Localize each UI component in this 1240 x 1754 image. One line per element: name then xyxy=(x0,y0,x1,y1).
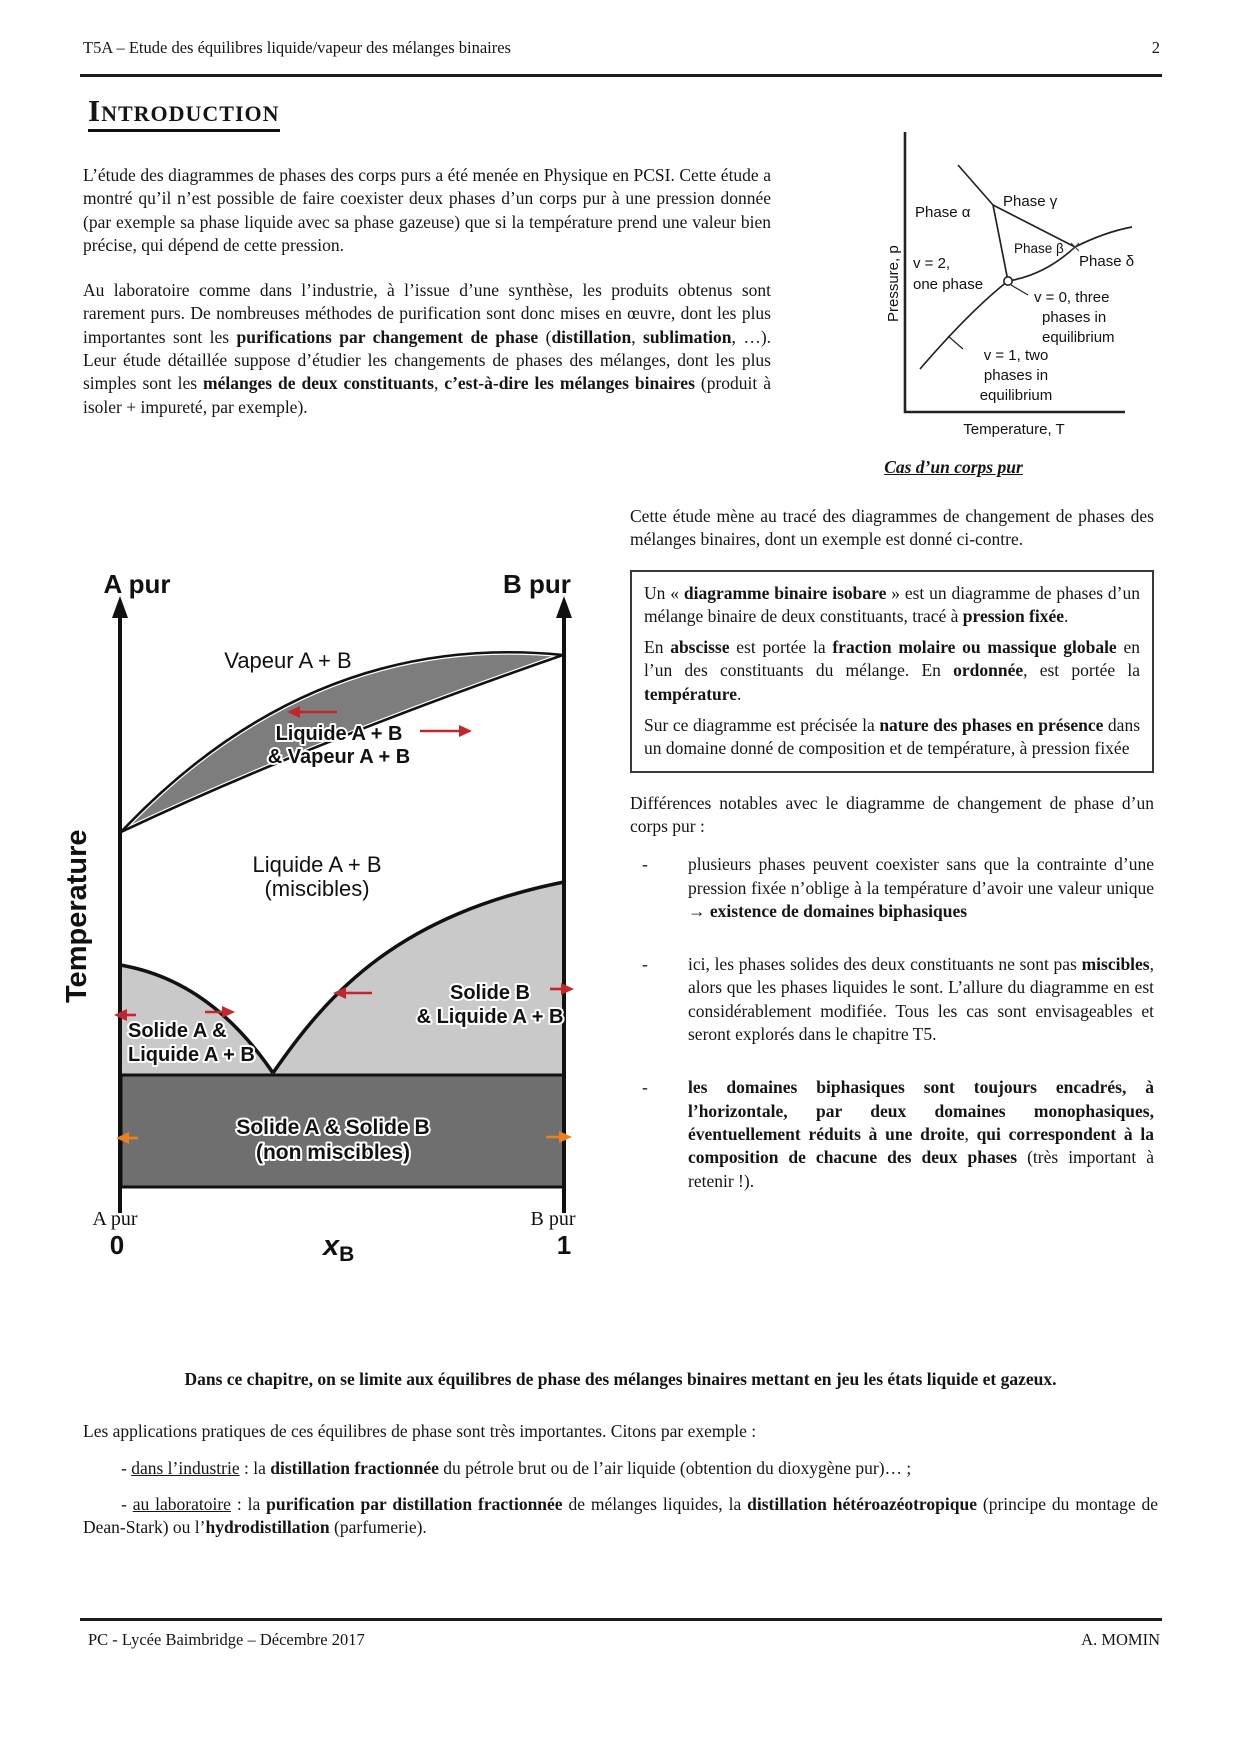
page-number: 2 xyxy=(1151,38,1160,57)
bottom-section xyxy=(83,1368,1158,1539)
junction-cross-mark xyxy=(1071,243,1079,251)
lens-region-label-line1: Liquide A + B xyxy=(275,723,403,745)
list-item xyxy=(630,953,1154,1046)
b-pur-top-label: B pur xyxy=(503,569,571,599)
definition-box-paragraph-3: Sur ce diagramme est précisée la nature des phases en présence dans un domaine donné de composition et de température, à pression fixée xyxy=(644,715,1141,759)
phase-gamma-label: Phase γ xyxy=(1003,193,1058,210)
page-footer xyxy=(88,1630,1160,1650)
boundary-alpha-beta xyxy=(993,205,1008,281)
chapter-scope-statement: Dans ce chapitre, on se limite aux équilibres de phase des mélanges binaires mettant en jeu les états liquide et gazeux. xyxy=(184,1369,1057,1389)
x-axis-zero-label: 0 xyxy=(109,1230,125,1260)
v1-label-line3: equilibrium xyxy=(979,387,1053,404)
solide-ab-region-label-line2: (non miscibles) xyxy=(255,1141,411,1164)
bullet-dash: - xyxy=(642,954,648,975)
differences-intro: Différences notables avec le diagramme de changement de phase d’un corps pur : xyxy=(630,792,1154,836)
binary-diagram xyxy=(60,490,590,1280)
bullet-text: plusieurs phases peuvent coexister sans que la contrainte d’une pression fixée n’oblige à la température d’avoir une valeur unique → existence de domaines biphasiques xyxy=(688,854,1154,921)
header-title: T5A – Etude des équilibres liquide/vapeur des mélanges binaires xyxy=(83,38,511,57)
right-axis-arrowhead xyxy=(556,596,572,618)
xb-label-x: x xyxy=(323,1230,340,1262)
v1-pointer-line xyxy=(948,336,963,349)
right-column xyxy=(630,505,1154,1223)
triple-point-marker xyxy=(1004,277,1012,285)
corps-pur-figure xyxy=(820,106,1142,478)
v1-label-line2: phases in xyxy=(983,367,1049,384)
footer-left: PC - Lycée Baimbridge – Décembre 2017 xyxy=(88,1630,365,1649)
bullet-dash: - xyxy=(642,854,648,875)
definition-box-paragraph-1: Un « diagramme binaire isobare » est un diagramme de phases d’un mélange binaire de deux constituants, tracé à pression fixée. xyxy=(644,582,1140,626)
intro-text-column xyxy=(83,164,771,441)
footer-rule xyxy=(80,1618,1162,1621)
liquide-region-label-line1: Liquide A + B xyxy=(252,852,382,877)
binary-figure xyxy=(60,490,590,1280)
b-pur-bottom-label: B pur xyxy=(530,1208,576,1230)
phase-delta-label: Phase δ xyxy=(1079,253,1135,270)
v0-label-line2: phases in xyxy=(1042,309,1107,326)
phase-alpha-label: Phase α xyxy=(915,204,971,221)
bullet-dash: - xyxy=(642,1077,648,1098)
definition-box-paragraph-2: En abscisse est portée la fraction molaire ou massique globale en l’un des constituants du mélange. En ordonnée, est portée la température. xyxy=(644,637,1140,704)
corps-pur-diagram xyxy=(820,106,1142,446)
application-item-laboratory: - au laboratoire : la purification par distillation fractionnée de mélanges liquides, la distillation hétéroazéotropique (principe du montage de Dean-Stark) ou l’hydrodistillation (parfumerie). xyxy=(83,1493,1159,1538)
differences-list xyxy=(630,853,1154,1193)
a-pur-top-label: A pur xyxy=(103,569,171,599)
boundary-alpha-gamma xyxy=(958,165,993,205)
definition-box xyxy=(630,570,1154,773)
list-item xyxy=(630,1076,1154,1192)
solide-b-region-label-line1: Solide B xyxy=(449,982,531,1004)
figure-caption: Cas d’un corps pur xyxy=(884,457,1023,477)
solide-b-region-label-line2: & Liquide A + B xyxy=(416,1006,564,1028)
v2-label-line2: one phase xyxy=(913,276,984,293)
pressure-axis-label: Pressure, p xyxy=(885,245,902,322)
header-rule xyxy=(80,74,1162,77)
application-item-industry: - dans l’industrie : la distillation fractionnée du pétrole brut ou de l’air liquide (obtention du dioxygène pur)… ; xyxy=(121,1457,912,1478)
boundary-delta-upper xyxy=(1075,227,1132,247)
v2-label-line1: v = 2, xyxy=(913,255,951,272)
a-pur-bottom-label: A pur xyxy=(92,1208,138,1230)
v0-pointer-line xyxy=(1011,285,1028,295)
solide-b-region xyxy=(273,882,564,1075)
intro-paragraph-1: L’étude des diagrammes de phases des corps purs a été menée en Physique en PCSI. Cette étude a montré qu’il n’est possible de faire coexister deux phases d’un corps pur à une pression donnée (par exemple sa phase liquide avec sa phase gazeuse) que si la température prend une valeur bien précise, qui dépend de cette pression. xyxy=(83,165,771,255)
v1-label-line1: v = 1, two xyxy=(983,347,1049,364)
page-header xyxy=(83,38,1160,58)
left-axis-arrowhead xyxy=(112,596,128,618)
vapeur-region-label: Vapeur A + B xyxy=(224,648,352,673)
right-intro-paragraph: Cette étude mène au tracé des diagrammes de changement de phases des mélanges binaires, dont un exemple est donné ci-contre. xyxy=(630,506,1154,550)
xb-label-subscript: B xyxy=(339,1243,355,1266)
temperature-axis-label: Temperature, T xyxy=(963,421,1065,438)
footer-right: A. MOMIN xyxy=(1081,1630,1160,1649)
applications-intro: Les applications pratiques de ces équilibres de phase sont très importantes. Citons par exemple : xyxy=(83,1421,757,1442)
x-axis-xb-label xyxy=(321,1230,354,1266)
intro-paragraph-2: Au laboratoire comme dans l’industrie, à l’issue d’une synthèse, les produits obtenus sont rarement purs. De nombreuses méthodes de purification sont donc mises en œuvre, dont les plus importantes sont les purifications par changement de phase (distillation, sublimation, …). Leur étude détaillée suppose d’étudier les changements de phases des mélanges, dont les plus simples sont les mélanges de deux constituants, c’est-à-dire les mélanges binaires (produit à isoler + impureté, par exemple). xyxy=(83,280,772,417)
temperature-y-axis-label: Temperature xyxy=(61,829,93,1003)
x-axis-one-label: 1 xyxy=(556,1230,572,1260)
liquide-region-label-line2: (miscibles) xyxy=(264,876,370,901)
v0-label-line1: v = 0, three xyxy=(1034,289,1110,306)
list-item xyxy=(630,853,1154,923)
solide-ab-region-label-line1: Solide A & Solide B xyxy=(236,1116,430,1139)
v0-label-line3: equilibrium xyxy=(1042,329,1115,346)
section-title: Introduction xyxy=(88,94,280,132)
bullet-text: ici, les phases solides des deux constituants ne sont pas miscibles, alors que les phases liquides le sont. L’allure du diagramme en est considérablement modifiée. Tous les cas sont envisageables et seront explorés dans le chapitre T5. xyxy=(688,954,1154,1045)
solide-a-region-label-line2: Liquide A + B xyxy=(128,1044,255,1066)
phase-beta-label: Phase β xyxy=(1014,241,1064,256)
lens-region-label-line2: & Vapeur A + B xyxy=(267,746,411,768)
solide-a-region-label-line1: Solide A & xyxy=(128,1020,227,1042)
bullet-text: les domaines biphasiques sont toujours encadrés, à l’horizontale, par deux domaines monophasiques, éventuellement réduits à une droite, qui correspondent à la composition de chacune des deux phases (très important à retenir !). xyxy=(688,1077,1155,1191)
